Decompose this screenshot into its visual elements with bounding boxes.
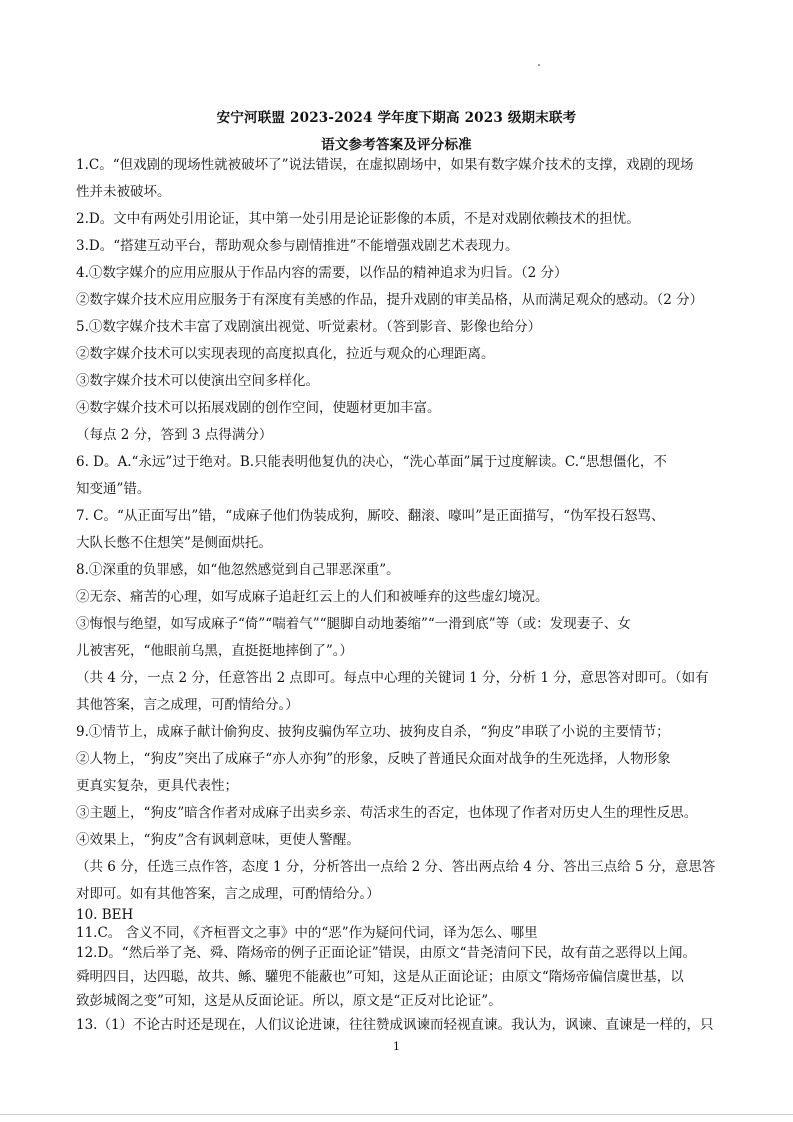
answer-line: ②数字媒介技术应用应服务于有深度有美感的作品，提升戏剧的审美品格，从而满足观众的感动。（2 分） [76,292,704,308]
answer-line: 7. C。“从正面写出”错，“成麻子他们伪装成狗，厮咬、翻滚、嚎叫”是正面描写，“伪军投石怒骂、 [76,508,665,524]
answer-line: 1.C。“但戏剧的现场性就被破坏了”说法错误，在虚拟剧场中，如果有数字媒介技术的支撑，戏剧的现场 [76,157,694,173]
answer-line: ②无奈、痛苦的心理，如写成麻子追赶红云上的人们和被唾弃的这些虚幻境况。 [76,589,549,605]
answer-line: 更真实复杂，更具代表性； [76,778,238,794]
answer-line: 致彭城阁之变”可知，这是从反面论证。所以，原文是“正反对比论证”。 [76,993,502,1009]
answer-line: ②人物上，“狗皮”突出了成麻子“亦人亦狗”的形象，反映了普通民众面对战争的生死选择，人物形象 [76,751,671,767]
answer-line: 大队长憋不住想笑”是侧面烘托。 [76,535,272,551]
answer-line: 10. BEH [76,907,134,923]
scan-speck [538,64,540,66]
answer-line: ③数字媒介技术可以使演出空间多样化。 [76,373,319,389]
answer-line: 8.①深重的负罪感，如“他忽然感觉到自己罪恶深重”。 [76,562,400,578]
answer-line: 9.①情节上，成麻子献计偷狗皮、披狗皮骗伪军立功、披狗皮自杀，“狗皮”串联了小说的主要情节； [76,724,670,740]
answer-line: ④效果上，“狗皮”含有讽刺意味，更使人警醒。 [76,832,360,848]
answer-line: 11.C。 含义不同，《齐桓晋文之事》中的“恶”作为疑问代词，译为怎么、哪里 [76,925,538,941]
answer-line: ④数字媒介技术可以拓展戏剧的创作空间，使题材更加丰富。 [76,400,441,416]
answer-line: 5.①数字媒介技术丰富了戏剧演出视觉、听觉素材。（答到影音、影像也给分） [76,319,542,335]
answer-line: ③悔恨与绝望，如写成麻子“倚”“喘着气”“腿脚自动地萎缩”“一滑到底”等（或：发现妻子、女 [76,616,631,632]
answer-line: （每点 2 分，答到 3 点得满分） [76,427,273,443]
answer-line: 知变通”错。 [76,481,151,497]
document-subtitle: 语文参考答案及评分标准 [321,137,472,153]
answer-line: （共 4 分，一点 2 分，任意答出 2 点即可。每点中心理的关键词 1 分，分析 1 分，意思答对即可。（如有 [76,670,709,686]
answer-line: 对即可。如有其他答案，言之成理，可酌情给分。） [76,886,380,902]
answer-line: ③主题上，“狗皮”暗含作者对成麻子出卖乡亲、苟活求生的否定，也体现了作者对历史人生的理性反思。 [76,805,698,821]
document-title: 安宁河联盟 2023-2024 学年度下期高 2023 级期末联考 [216,110,577,126]
answer-line: 性并未被破坏。 [76,184,171,200]
page-bottom-edge [0,1114,793,1115]
answer-line: ②数字媒介技术可以实现表现的高度拟真化，拉近与观众的心理距离。 [76,346,495,362]
answer-line: 舜明四目，达四聪，故共、鲧、驩兜不能蔽也”可知，这是从正面论证；由原文“隋炀帝偏信虞世基，以 [76,969,684,985]
answer-line: 4.①数字媒介的应用应服从于作品内容的需要，以作品的精神追求为归旨。（2 分） [76,265,568,281]
answer-line: 3.D。“搭建互动平台，帮助观众参与剧情推进”不能增强戏剧艺术表现力。 [76,238,519,254]
answer-line: 12.D。“然后举了尧、舜、隋炀帝的例子正面论证”错误，由原文“昔尧清问下民，故有苗之恶得以上闻。 [76,945,696,961]
answer-line: 其他答案，言之成理，可酌情给分。） [76,697,299,713]
answer-line: 13.（1）不论古时还是现在，人们议论进谏，往往赞成讽谏而轻视直谏。我认为，讽谏、直谏是一样的，只 [76,1017,714,1033]
answer-line: 6. D。A.“永远”过于绝对。B.只能表明他复仇的决心，“洗心革面”属于过度解读。C.“思想僵化，不 [76,454,667,470]
answer-line: 2.D。文中有两处引用论证，其中第一处引用是论证影像的本质，不是对戏剧依赖技术的担忧。 [76,211,640,227]
page-number: 1 [393,1040,400,1053]
answer-line: 儿被害死，“他眼前乌黑，直挺挺地摔倒了”。） [76,643,354,659]
answer-line: （共 6 分，任选三点作答，态度 1 分，分析答出一点给 2 分、答出两点给 4 分、答出三点给 5 分，意思答 [76,859,716,875]
